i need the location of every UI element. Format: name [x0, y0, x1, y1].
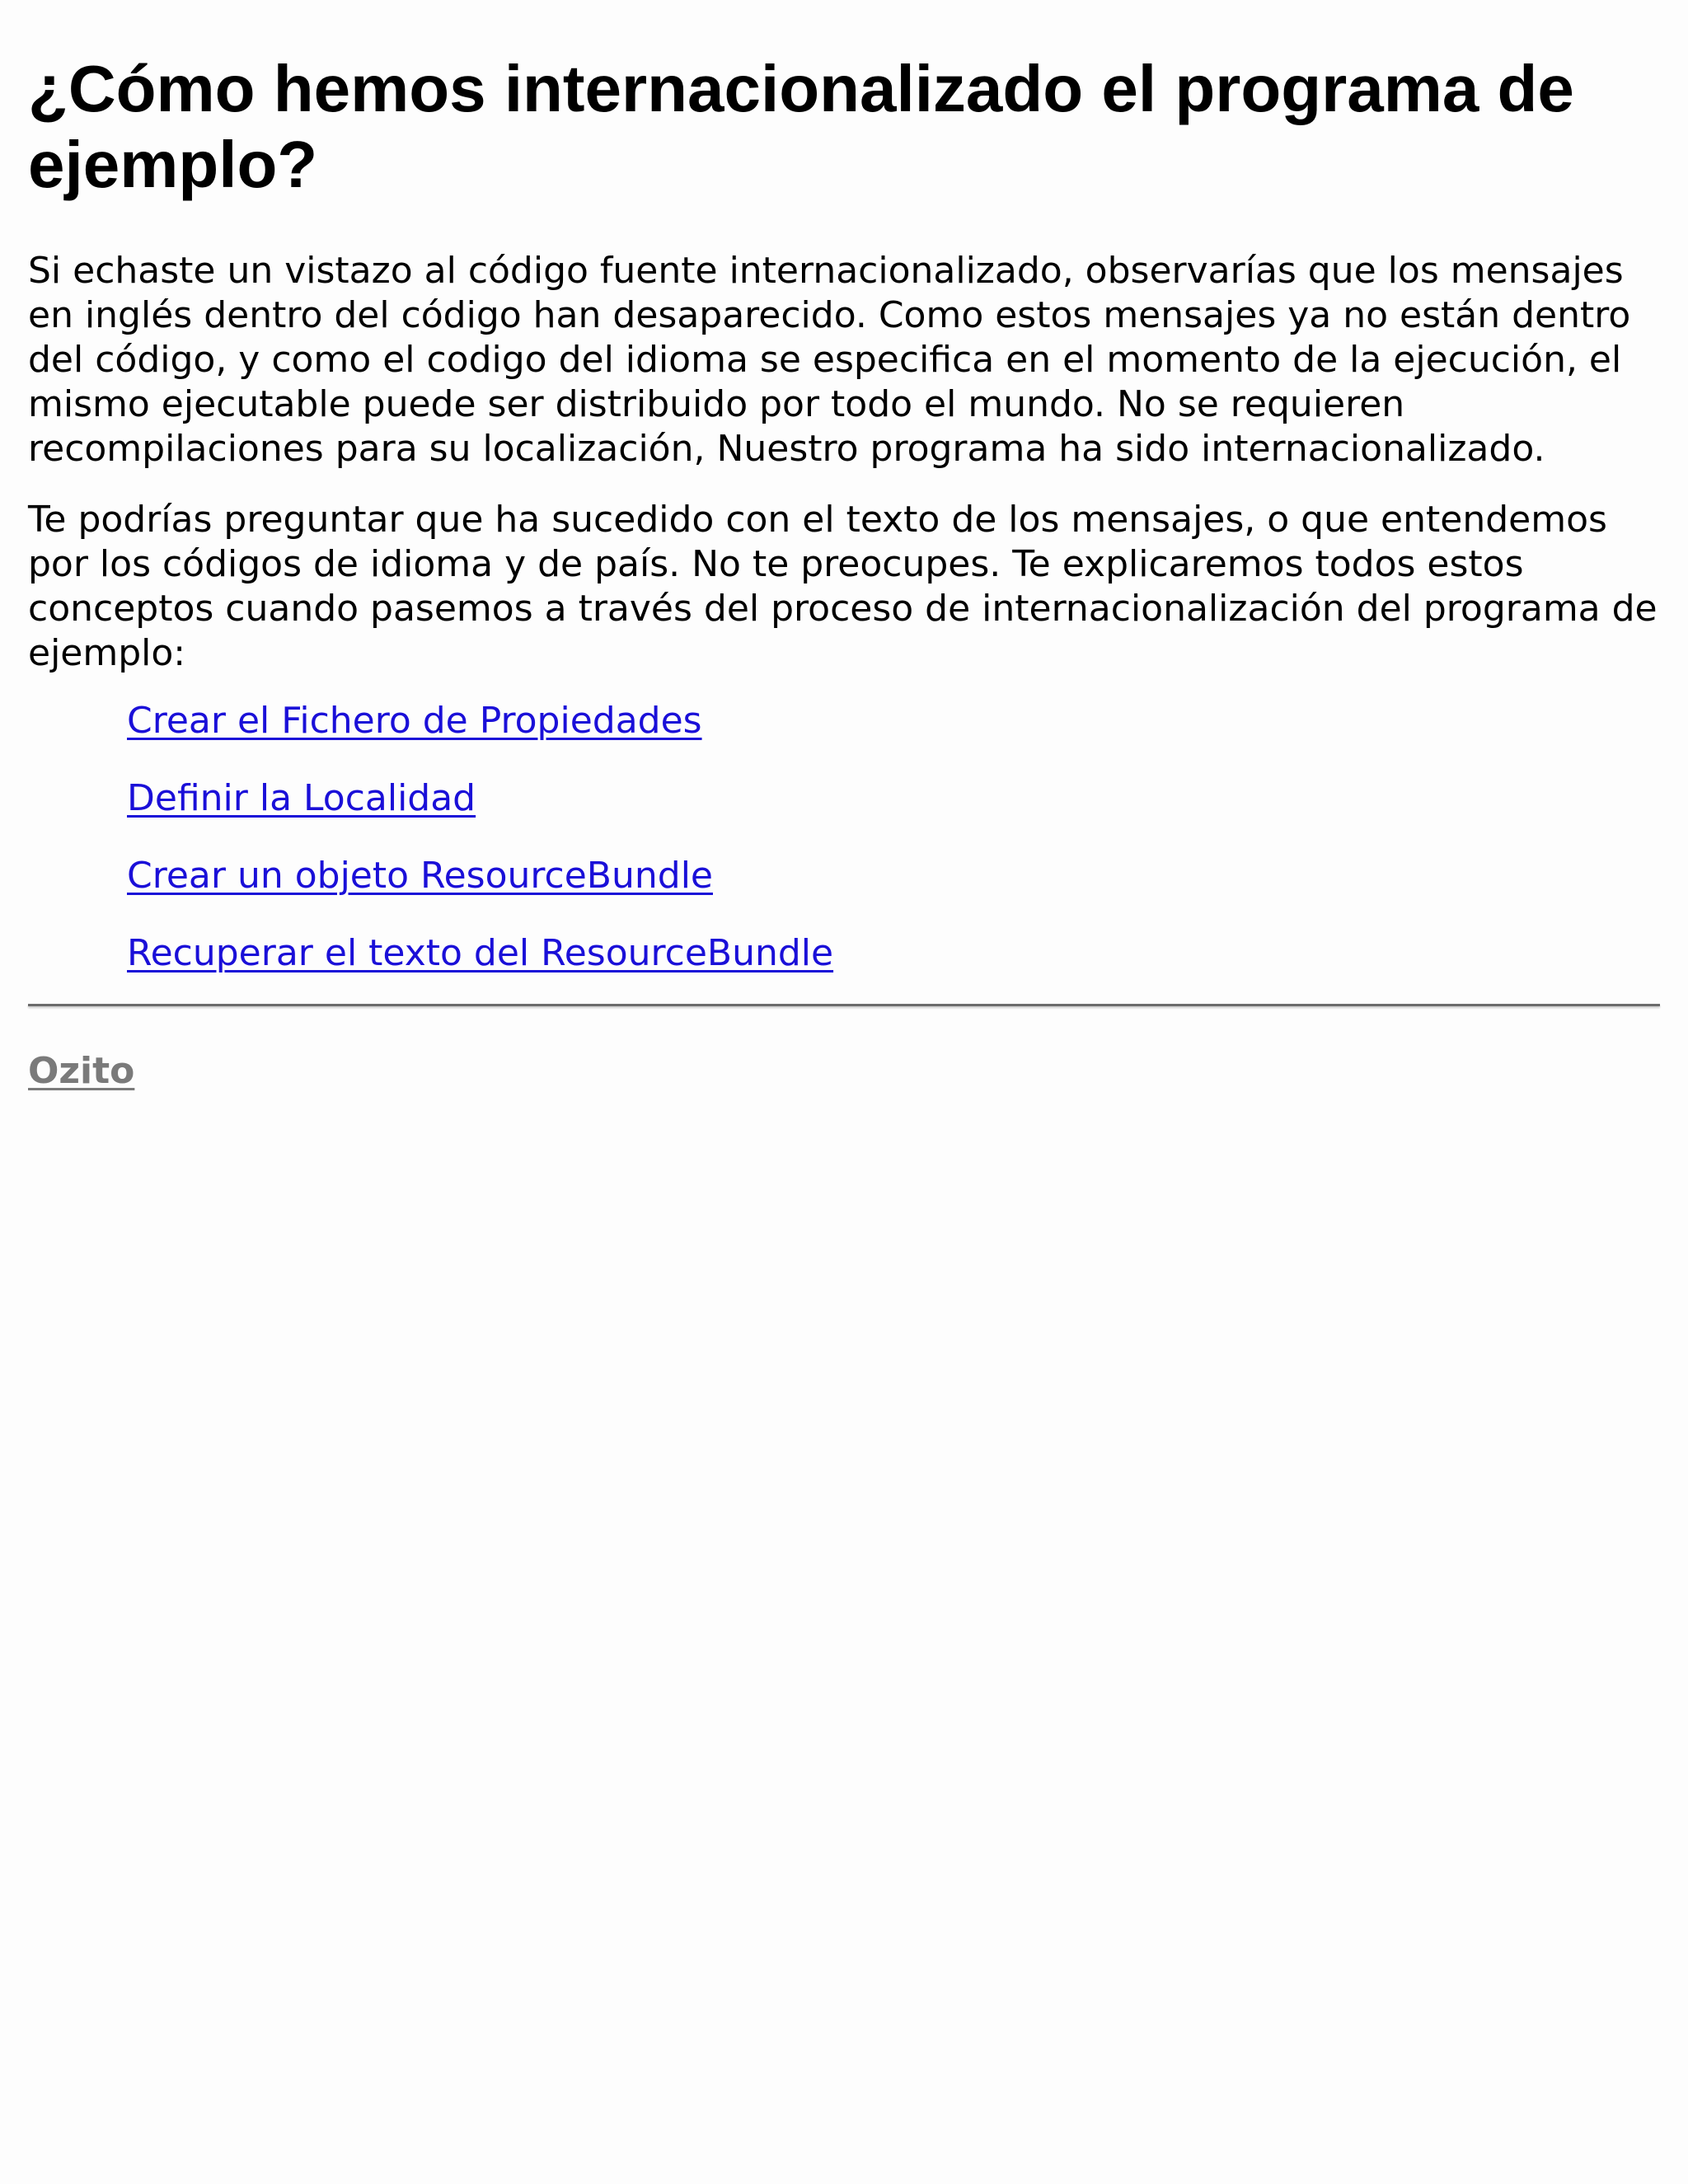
- horizontal-divider: [28, 1004, 1660, 1006]
- link-crear-fichero-propiedades[interactable]: Crear el Fichero de Propiedades: [127, 700, 702, 742]
- list-item: [127, 931, 1660, 976]
- explanation-paragraph: Te podrías preguntar que ha sucedido con el texto de los mensajes, o que entendemos por los códigos de idioma y de país. No te preocupes. Te explicaremos todos estos conceptos cuando pasemos a través del proceso de internacionalización del programa de ejemplo:: [28, 499, 1658, 674]
- page-title: ¿Cómo hemos internacionalizado el programa de ejemplo?: [28, 52, 1574, 201]
- list-item: [127, 854, 1660, 898]
- footer-ozito-link[interactable]: Ozito: [28, 1050, 135, 1092]
- link-crear-resourcebundle[interactable]: Crear un objeto ResourceBundle: [127, 855, 713, 897]
- link-definir-localidad[interactable]: Definir la Localidad: [127, 777, 476, 819]
- intro-paragraph: Si echaste un vistazo al código fuente internacionalizado, observarías que los mensajes en inglés dentro del código han desaparecido. Como estos mensajes ya no están dentro del código, y como el codigo del idioma se especifica en el momento de la ejecución, el mismo ejecutable puede ser distribuido por todo el mundo. No se requieren recompilaciones para su localización, Nuestro programa ha sido internacionalizado.: [28, 250, 1631, 470]
- topic-link-list: [28, 699, 1660, 976]
- list-item: [127, 699, 1660, 743]
- document-page: [28, 0, 1660, 1094]
- list-item: [127, 776, 1660, 821]
- link-recuperar-texto-resourcebundle[interactable]: Recuperar el texto del ResourceBundle: [127, 932, 834, 974]
